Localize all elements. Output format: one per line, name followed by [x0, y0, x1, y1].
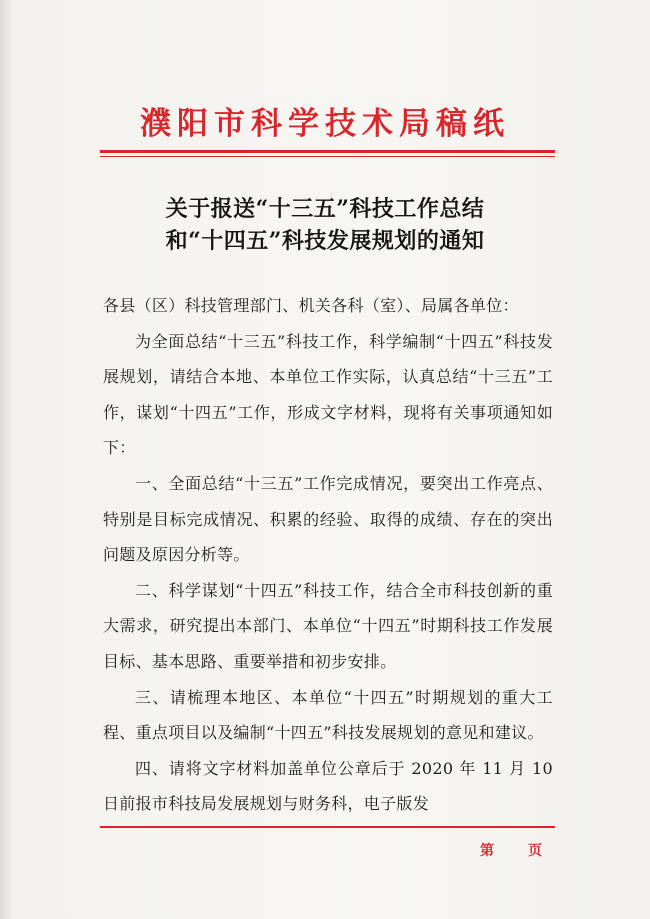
paragraph-item-4: 四、请将文字材料加盖单位公章后于 2020 年 11 月 10 日前报市科技局发展规划与财务科，电子版发	[103, 758, 553, 814]
letterhead-rule-thin	[100, 156, 555, 157]
paragraph-item-3: 三、请梳理本地区、本单位“十四五”时期规划的重大工程、重点项目以及编制“十四五”科技发展规划的意见和建议。	[103, 687, 553, 743]
page-label-suffix: 页	[528, 843, 542, 859]
paragraph-item-1: 一、全面总结“十三五”工作完成情况，要突出工作亮点、特别是目标完成情况、积累的经验、取得的成绩、存在的突出问题及原因分析等。	[103, 473, 553, 565]
letterhead-title: 濮阳市科学技术局稿纸	[140, 106, 510, 142]
paragraph-item-2: 二、科学谋划“十四五”科技工作，结合全市科技创新的重大需求，研究提出本部门、本单位“十四五”时期科技工作发展目标、基本思路、重要举措和初步安排。	[103, 580, 553, 671]
page-number-label	[480, 840, 542, 860]
footer-rule	[100, 826, 555, 828]
notice-title-line-1: 关于报送“十三五”科技工作总结	[165, 196, 485, 222]
letterhead-rule-thick	[100, 150, 555, 153]
notice-title-line-2: 和“十四五”科技发展规划的通知	[165, 228, 485, 254]
paragraph-intro: 为全面总结“十三五”科技工作，科学编制“十四五”科技发展规划，请结合本地、本单位工作实际，认真总结“十三五”工作，谋划“十四五”工作，形成文字材料，现将有关事项通知如下：	[103, 331, 553, 458]
page-label-prefix: 第	[480, 843, 494, 859]
notice-body	[103, 288, 553, 822]
salutation: 各县（区）科技管理部门、机关各科（室）、局属各单位：	[103, 296, 519, 315]
